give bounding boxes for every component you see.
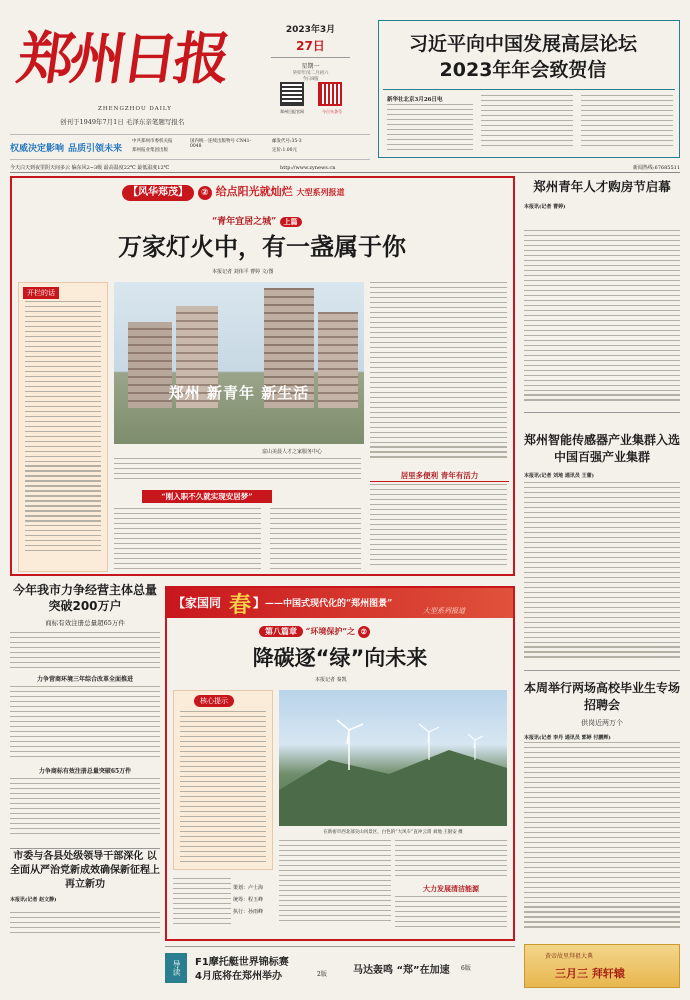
date-box — [263, 22, 358, 82]
series2-banner — [167, 588, 513, 618]
story-headline[interactable]: 市委与各县处级领导干部深化 以全面从严治党新成效确保新征程上再立新功 — [10, 851, 160, 890]
date-year-month: 2023年3月 — [285, 25, 336, 35]
qr-code-icon — [280, 82, 304, 106]
photo-sign-text: 郑州 新青年 新生活 — [168, 384, 310, 402]
subhead: 大力发展清洁能源 — [423, 884, 479, 893]
slogan-bar — [10, 134, 370, 160]
news-hotline: 新闻热线:67685511 — [632, 165, 680, 171]
story-intro: 本报讯(记者 刘地 通讯员 王蕾) — [524, 473, 594, 479]
qr-area — [272, 82, 352, 130]
subhead: 居里多便利 青年有活力 — [370, 470, 509, 482]
credit-line: 统筹：程玉峰 — [233, 897, 264, 903]
credit-line: 策划：卢士海 — [233, 885, 264, 891]
guide-bar — [165, 946, 515, 988]
founded-line: 创刊于1949年7月1日 毛泽东亲笔题写报名 — [60, 118, 185, 126]
sponsor: 郑州报业集团出版 — [132, 148, 168, 153]
chapter-number: ② — [358, 626, 370, 638]
story-subhead: 供岗近两万个 — [581, 719, 623, 727]
right-story — [524, 680, 680, 840]
chapter-label — [259, 626, 370, 638]
story-headline[interactable]: 本周举行两场高校毕业生专场招聘会 — [524, 681, 681, 712]
story-intro: 本报讯(记者 赵文静) — [10, 897, 57, 903]
issn: 国内统一连续出版物号 CN41-0048 — [190, 139, 252, 149]
story-intro: 本报讯(记者 李丹 通讯员 郭婷 付鹏辉) — [524, 735, 611, 741]
guide-page: 6版 — [461, 965, 471, 972]
lunar-date: 癸卯年闰二月初六 — [292, 71, 329, 76]
weather: 今天白天到夜里阴天间多云 偏东风2~3级 最高温度22℃ 最低温度12℃ — [10, 165, 170, 171]
ad-banner — [524, 944, 680, 988]
photo-caption: 在新密市西北部尖山风景区，白色的“大风车”直冲云霄 刘地 王银安 摄 — [323, 830, 463, 835]
qr-code-icon — [318, 82, 342, 106]
weather-bar — [10, 163, 680, 173]
series2-tag: 【家国同 — [173, 596, 222, 610]
postal-code: 邮发代号:35-3 — [272, 139, 302, 144]
price: 定价:1.00元 — [272, 148, 298, 153]
qr-label: 今日头条号 — [322, 109, 342, 114]
photo-caption: 富山美晨人才之家服务中心 — [262, 449, 323, 455]
feature-photo — [114, 282, 364, 444]
series2-type: 大型系列报道 — [423, 607, 465, 615]
series2-big-char: 春 — [229, 592, 252, 618]
subhead: “刚入职不久就实现安居梦” — [142, 490, 272, 503]
chapter-tag: 第八篇章 — [259, 626, 303, 637]
story-crosshead: 力争营商环境三年综合改革全面推进 — [36, 676, 133, 683]
story-crosshead: 力争商标有效注册总量突破65万件 — [38, 768, 132, 775]
left-story — [10, 582, 160, 844]
sidebar-box — [18, 282, 108, 572]
feature-byline: 本报记者 刘伟平 曹婷 文/图 — [212, 269, 274, 275]
lead-story — [378, 20, 680, 158]
feature-headline[interactable]: 万家灯火中，有一盏属于你 — [118, 233, 406, 261]
credits-box — [173, 874, 273, 932]
ad-subtitle: 黄帝故里拜祖大典 — [545, 953, 594, 960]
feature-kicker: “青年宜居之城” 上篇 — [212, 214, 302, 227]
wind-turbines — [279, 690, 507, 826]
sidebar-title: 开栏的话 — [23, 287, 59, 299]
feature2-headline[interactable]: 降碳逐“绿”向未来 — [252, 646, 428, 670]
website[interactable]: http://www.zynews.cn — [280, 165, 336, 171]
series-title: 给点阳光就灿烂 — [215, 185, 293, 198]
guide-item[interactable]: 4月底将在郑州举办 — [195, 971, 282, 982]
credit-line: 执行：孙雨峰 — [233, 909, 264, 915]
chapter-title: “环境保护”之 — [305, 626, 355, 636]
series2-tag-end: 】 — [253, 596, 266, 610]
series-number: ② — [198, 186, 212, 200]
date-day: 27日 — [296, 39, 325, 53]
story-headline[interactable]: 今年我市力争经营主体总量突破200万户 — [12, 583, 157, 613]
left-story — [10, 850, 160, 942]
feature-story-box — [10, 176, 515, 576]
wind-farm-photo — [279, 690, 507, 826]
kicker-number: 上篇 — [280, 217, 302, 227]
newspaper-subtitle: ZHENGZHOU DAILY — [98, 106, 172, 112]
pages-today: 今日8版 — [302, 77, 319, 82]
series-tag: 【风华郑茂】 — [122, 185, 194, 201]
slogan: 品质引领未来 — [68, 144, 123, 154]
qr-label: 郑州日报官网 — [280, 109, 304, 114]
guide-item[interactable]: F1摩托艇世界锦标赛 — [195, 957, 289, 968]
feature2-byline: 本报记者 秦凯 — [315, 677, 347, 683]
ad-title: 三月三 拜轩辕 — [555, 967, 625, 980]
newspaper-title: 郑州日报 — [13, 26, 231, 92]
feature2-box — [165, 586, 515, 941]
lead-intro: 新华社北京3月26日电 — [387, 97, 443, 103]
story-headline[interactable]: 郑州青年人才购房节启幕 — [533, 179, 671, 194]
story-headline[interactable]: 郑州智能传感器产业集群入选中国百强产业集群 — [524, 433, 681, 464]
lead-headline[interactable]: 习近平向中国发展高层论坛2023年年会致贺信 — [408, 33, 637, 81]
guide-page: 2版 — [317, 971, 327, 978]
core-tip-title: 核心提示 — [194, 695, 234, 707]
sponsor: 中共郑州市委机关报 — [132, 139, 173, 144]
right-story — [524, 178, 680, 408]
core-tip-box — [173, 690, 273, 870]
story-subhead: 商标有效注册总量超65万件 — [45, 619, 125, 627]
story-intro: 本报讯(记者 曹婷) — [524, 204, 566, 210]
guide-label: 导读 — [165, 953, 187, 983]
slogan: 权威决定影响 — [10, 144, 65, 154]
series2-subtitle: ——中国式现代化的“郑州图景” — [265, 599, 393, 609]
guide-item[interactable]: 马达轰鸣 “郑”在加速 — [353, 965, 450, 976]
weekday: 星期一 — [301, 63, 320, 70]
series-banner — [122, 184, 345, 200]
right-story — [524, 432, 680, 664]
series-type: 大型系列报道 — [296, 188, 345, 197]
